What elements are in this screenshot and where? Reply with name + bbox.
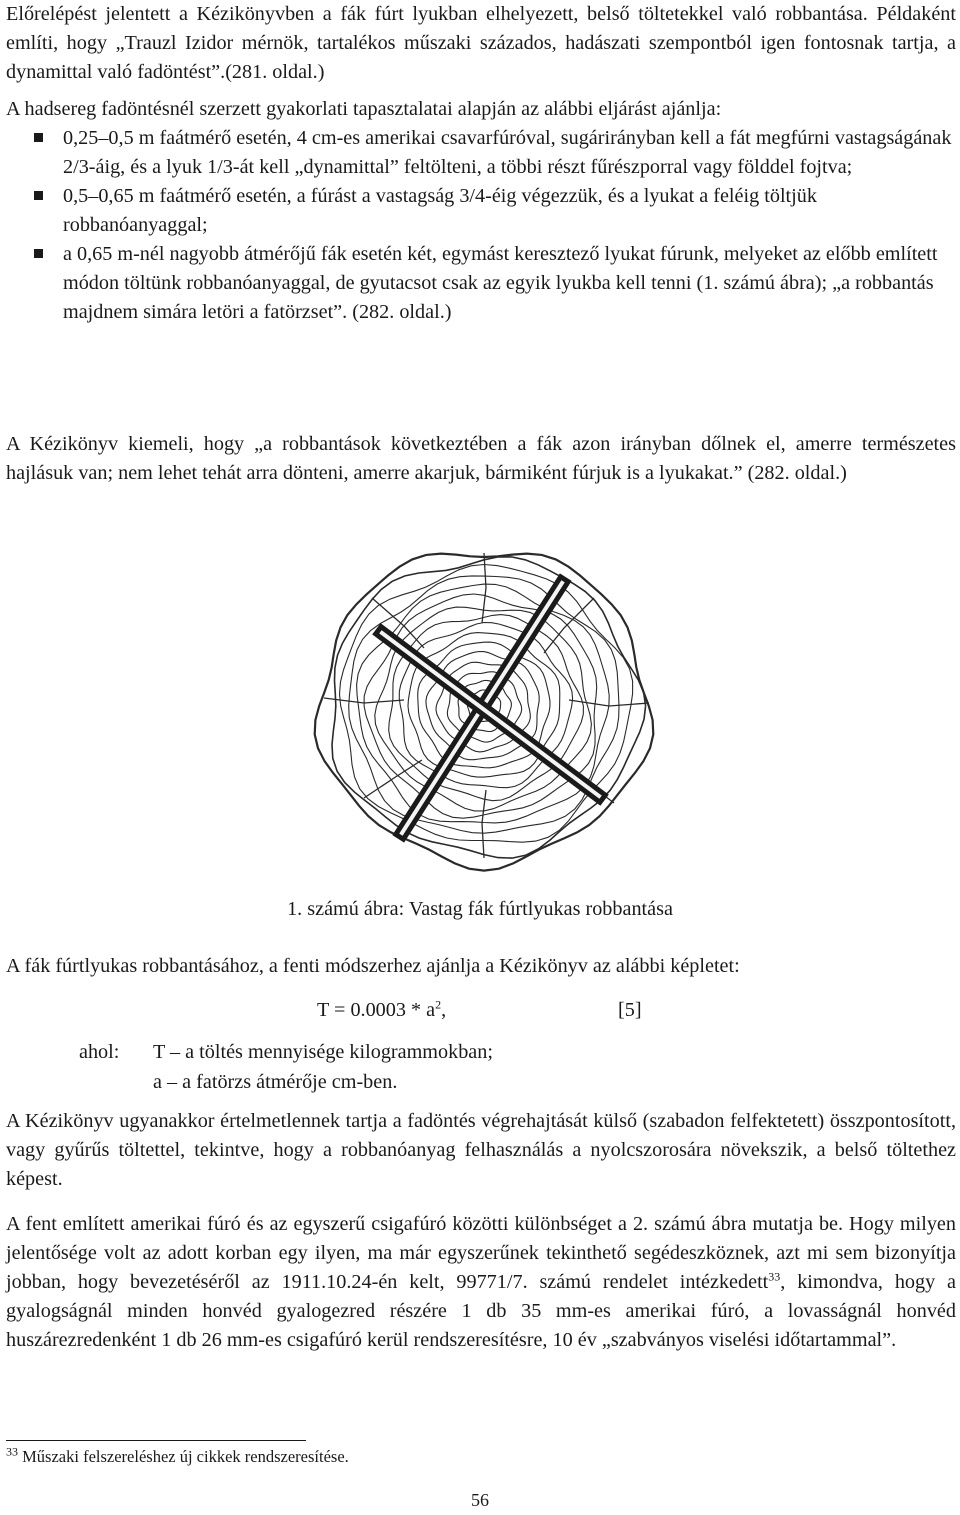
formula	[0, 996, 960, 1025]
formula-reference: [5]	[618, 999, 642, 1021]
formula-expression	[317, 996, 446, 1025]
paragraph-external-charge: A Kézikönyv ugyanakkor értelmetlennek tartja a fadöntés végrehajtását külső (szabadon felfektetett) összpontosított, vagy gyűrűs töltettel, tekintve, hogy a robbanóanyag felhasználás a nyolcszorosára növekszik, a belső töltethez képest.	[6, 1110, 956, 1190]
tree-cross-section-figure	[294, 528, 674, 878]
list-item-text: a 0,65 m-nél nagyobb átmérőjű fák esetén két, egymást keresztező lyukat fúrunk, melyeket az előbb említett módon töltünk robbanóanyaggal, de gyutacsot csak az egyik lyukba kell tenni (1. számú ábra); „a robbantás majdnem simára letöri a fatörzset”. (282. oldal.)	[63, 243, 938, 323]
list-item-text: 0,25–0,5 m faátmérő esetén, 4 cm-es amerikai csavarfúróval, sugárirányban kell a fát megfúrni vastagságának 2/3-áig, és a lyuk 1/3-át kell „dynamittal” feltölteni, a többi részt fűrészporral vagy földdel fojtva;	[63, 127, 952, 178]
formula-tail: ,	[441, 999, 447, 1021]
paragraph-direction: A Kézikönyv kiemeli, hogy „a robbantások következtében a fák azon irányban dőlnek el, amerre természetes hajlásuk van; nem lehet tehát arra dönteni, amerre akarjuk, bármiként fúrjuk is a lyukakat.” (282. oldal.)	[6, 433, 956, 484]
definitions-label: ahol:	[79, 1041, 120, 1063]
footnote-divider	[6, 1440, 306, 1441]
square-bullet-icon	[34, 133, 43, 142]
paragraph-drill	[6, 1210, 956, 1355]
procedure-list	[6, 124, 956, 327]
list-item	[6, 124, 956, 182]
bore-holes	[382, 583, 599, 833]
paragraph-intro: Előrelépést jelentett a Kézikönyvben a fák fúrt lyukban elhelyezett, belső töltetekkel való robbantása. Példaként említi, hogy „Trauzl Izidor mérnök, tartalékos műszaki százados, hadászati szempontból igen fontosnak tartja, a dynamittal való fadöntést”.(281. oldal.)	[6, 3, 956, 83]
definition-t: T – a töltés mennyisége kilogrammokban;	[153, 1041, 493, 1063]
footnote-number: 33	[6, 1444, 18, 1459]
page-number: 56	[471, 1490, 489, 1510]
footnote	[6, 1446, 349, 1468]
square-bullet-icon	[34, 191, 43, 200]
definition-a: a – a fatörzs átmérője cm-ben.	[153, 1071, 398, 1093]
paragraph-formula-intro: A fák fúrtlyukas robbantásához, a fenti módszerhez ajánlja a Kézikönyv az alábbi képletet:	[6, 955, 740, 977]
paragraph-drill-text-before: A fent említett amerikai fúró és az egyszerű csigafúró közötti különbséget a 2. számú ábra mutatja be. Hogy milyen jelentősége volt az adott korban egy ilyen, ma már egyszerűnek tekinthető segédeszköznek, azt mi sem bizonyítja jobban, hogy bevezetéséről az 1911.10.24-én kelt, 99771/7. számú rendelet intézkedett	[6, 1213, 956, 1293]
list-item-text: 0,5–0,65 m faátmérő esetén, a fúrást a vastagság 3/4-éig végezzük, és a lyukat a feléig töltjük robbanóanyaggal;	[63, 185, 817, 236]
list-item	[6, 182, 956, 240]
formula-lhs: T = 0.0003 * a	[317, 999, 436, 1021]
list-item	[6, 240, 956, 327]
paragraph-procedure-intro: A hadsereg fadöntésnél szerzett gyakorlati tapasztalatai alapján az alábbi eljárást ajánlja:	[6, 98, 722, 120]
footnote-reference[interactable]: 33	[768, 1269, 781, 1284]
footnote-text: Műszaki felszereléshez új cikkek rendszeresítése.	[22, 1447, 349, 1466]
square-bullet-icon	[34, 249, 43, 258]
figure-caption: 1. számú ábra: Vastag fák fúrtlyukas robbantása	[287, 898, 673, 920]
formula-exponent: 2	[435, 997, 442, 1012]
paragraph-drill-text-after: , kimondva, hogy a gyalogságnál minden honvéd gyalogezred részére 1 db 35 mm-es amerikai fúró, a lovasságnál honvéd huszárezredenként 1 db 26 mm-es csigafúró kerül rendszeresítésre, 10 év „szabványos viselési időtartammal”.	[6, 1271, 957, 1351]
